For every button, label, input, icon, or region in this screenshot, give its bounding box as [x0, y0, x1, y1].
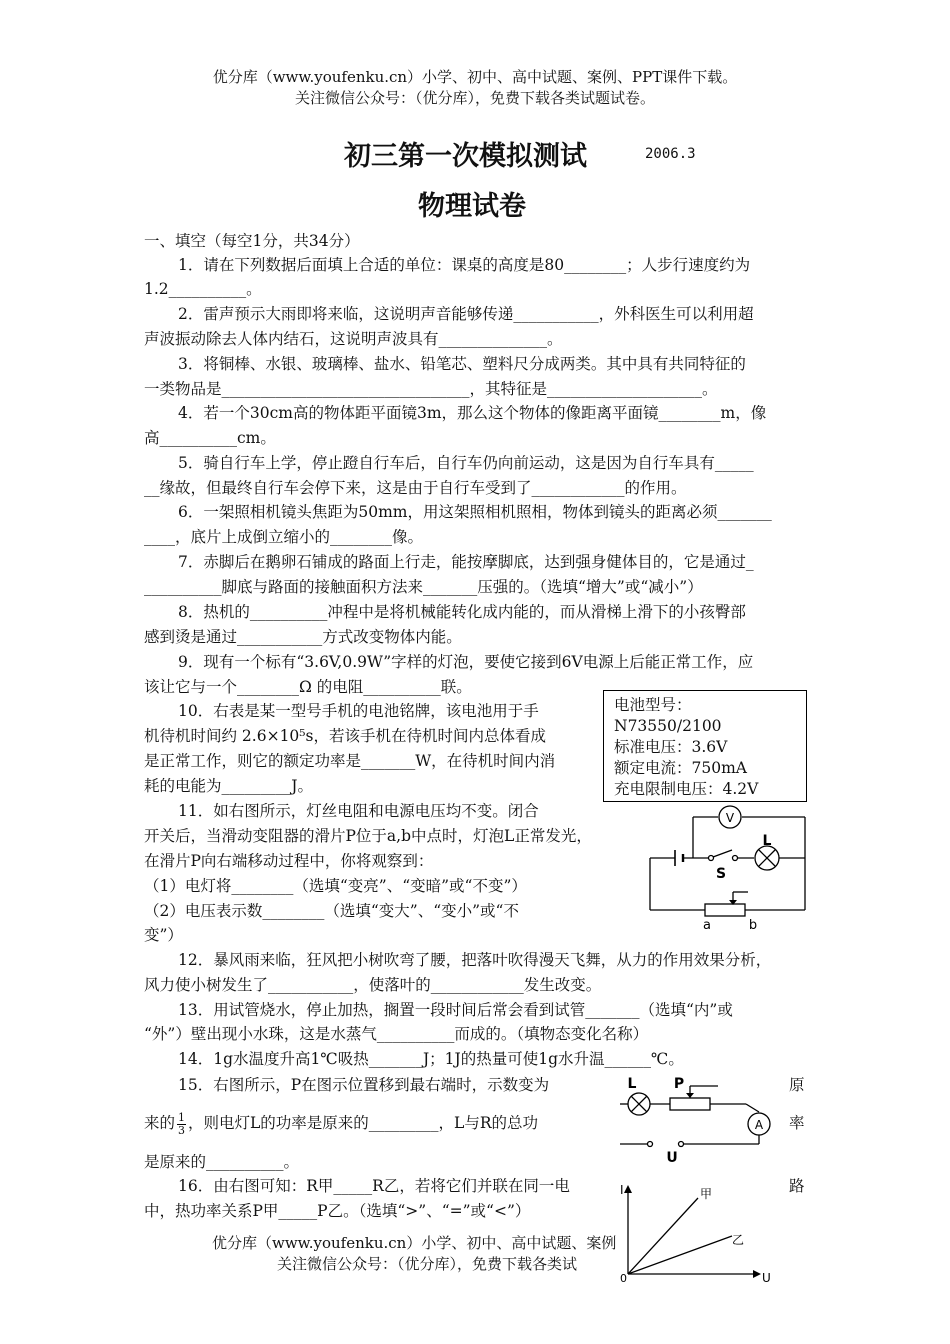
rheostat-icon	[705, 904, 745, 916]
q12-line-1: 12．暴风雨来临，狂风把小树吹弯了腰，把落叶吹得漫天飞舞，从力的作用效果分析，	[178, 951, 772, 969]
y-axis-label: I	[620, 1183, 624, 1197]
q4-line-1: 4．若一个30cm高的物体距平面镜3m，那么这个物体的像距离平面镜________m，像	[178, 404, 767, 422]
q1-line-2: 1.2__________。	[144, 280, 262, 298]
q15-line-1-end: 原	[789, 1076, 805, 1094]
q8-line-1: 8．热机的__________冲程中是将机械能转化成内能的，而从滑梯上滑下的小孩臀部	[178, 603, 746, 621]
x-axis-label: U	[762, 1271, 771, 1285]
q6-line-2: ____，底片上成倒立缩小的________像。	[144, 528, 424, 546]
q15-line-2-rest: ，则电灯L的功率是原来的_________，L与R的总功	[188, 1114, 539, 1132]
q2-line-2: 声波振动除去人体内结石，这说明声波具有______________。	[144, 330, 563, 348]
origin-label: 0	[620, 1272, 627, 1285]
q5-line-1: 5．骑自行车上学，停止蹬自行车后，自行车仍向前运动，这是因为自行车具有_____	[178, 454, 754, 472]
q12-line-2: 风力使小树发生了___________，使落叶的____________发生改变。	[144, 976, 602, 994]
site-header-line-1: 优分库（www.youfenku.cn）小学、初中、高中试题、案例、PPT课件下载。	[212, 68, 738, 86]
q4-line-2: 高__________cm。	[144, 429, 276, 447]
rheostat-icon-2	[670, 1098, 710, 1110]
slider-label: P	[673, 1076, 685, 1092]
q10-line-3: 是正常工作，则它的额定功率是_______W，在待机时间内消	[144, 752, 556, 770]
rheostat-end-a: a	[703, 918, 711, 932]
q15-line-3: 是原来的__________。	[144, 1153, 300, 1171]
q10-line-1: 10．右表是某一型号手机的电池铭牌，该电池用于手	[178, 702, 539, 720]
q11-line-3: 在滑片P向右端移动过程中，你将观察到：	[144, 852, 434, 870]
q14-line-1: 14．1g水温度升高1℃吸热_______J；1J的热量可使1g水升温______℃。	[178, 1050, 684, 1068]
site-footer-line-2: 关注微信公众号：（优分库），免费下载各类试	[277, 1255, 578, 1273]
battery-current: 额定电流：750mA	[614, 759, 747, 777]
page-title: 初三第一次模拟测试	[344, 141, 587, 172]
page-subtitle: 物理试卷	[418, 191, 526, 222]
battery-voltage: 标准电压：3.6V	[614, 738, 728, 756]
section-heading: 一、填空（每空1分，共34分）	[144, 232, 360, 250]
q16-line-1-end: 路	[789, 1177, 805, 1195]
graph-line-jia	[628, 1198, 698, 1274]
ammeter-label: A	[754, 1118, 764, 1132]
battery-label-table	[603, 690, 807, 802]
q16-line-2: 中，热功率关系P甲_____P乙。（选填“>”、“=”或“<”）	[144, 1202, 531, 1220]
voltmeter-label: V	[725, 811, 735, 825]
line-jia-label: 甲	[700, 1187, 713, 1201]
q11-line-5: （2）电压表示数________（选填“变大”、“变小”或“不	[144, 902, 519, 920]
source-label: U	[666, 1150, 678, 1166]
switch-label: S	[715, 866, 727, 882]
q7-line-1: 7．赤脚后在鹅卵石铺成的路面上行走，能按摩脚底，达到强身健体目的，它是通过_	[178, 553, 754, 571]
circuit-diagram-2	[620, 1072, 780, 1167]
q13-line-1: 13．用试管烧水，停止加热，搁置一段时间后常会看到试管_______（选填“内”或	[178, 1001, 733, 1019]
iu-graph	[616, 1182, 776, 1288]
q3-line-1: 3．将铜棒、水银、玻璃棒、盐水、铅笔芯、塑料尺分成两类。其中具有共同特征的	[178, 355, 746, 373]
q5-line-2: __缘故，但最终自行车会停下来，这是由于自行车受到了____________的作用。	[144, 479, 687, 497]
graph-line-yi	[628, 1236, 732, 1274]
exam-date: 2006.3	[645, 146, 696, 162]
lamp-label-2: L	[627, 1076, 637, 1092]
circuit-diagram-1	[640, 802, 810, 932]
fraction-one-third: $\frac{1}{3}$	[178, 1110, 186, 1137]
site-footer-line-1: 优分库（www.youfenku.cn）小学、初中、高中试题、案例	[212, 1234, 617, 1252]
q11-line-1: 11．如右图所示，灯丝电阻和电源电压均不变。闭合	[178, 802, 539, 820]
q9-line-2: 该让它与一个________Ω 的电阻__________联。	[144, 678, 472, 696]
q2-line-1: 2．雷声预示大雨即将来临，这说明声音能够传递___________，外科医生可以利用超	[178, 305, 754, 323]
q11-line-4: （1）电灯将________（选填“变亮”、“变暗”或“不变”）	[144, 877, 527, 895]
q15-line-1: 15．右图所示，P在图示位置移到最右端时，示数变为	[178, 1076, 550, 1094]
q13-line-2: “外”）壁出现小水珠，这是水蒸气__________而成的。（填物态变化名称）	[144, 1025, 649, 1043]
battery-model: 电池型号：N73550/2100	[614, 696, 722, 735]
battery-charge-limit: 充电限制电压：4.2V	[614, 780, 759, 798]
q8-line-2: 感到烫是通过___________方式改变物体内能。	[144, 628, 462, 646]
q10-line-4: 耗的电能为_________J。	[144, 777, 313, 795]
line-yi-label: 乙	[732, 1233, 745, 1247]
q10-line-2: 机待机时间约 2.6×10⁵s，若该手机在待机时间内总体看成	[144, 727, 546, 745]
q1-line-1: 1．请在下列数据后面填上合适的单位：课桌的高度是80________；人步行速度约为	[178, 256, 751, 274]
q11-line-2: 开关后，当滑动变阻器的滑片P位于a,b中点时，灯泡L正常发光，	[144, 827, 592, 845]
q16-line-1: 16．由右图可知：R甲_____R乙，若将它们并联在同一电	[178, 1177, 570, 1195]
rheostat-end-b: b	[748, 918, 758, 932]
q3-line-2: 一类物品是________________________________，其特征是____________________。	[144, 380, 718, 398]
lamp-label: L	[762, 833, 772, 849]
q15-line-2	[144, 1111, 538, 1137]
q9-line-1: 9．现有一个标有“3.6V,0.9W”字样的灯泡，要使它接到6V电源上后能正常工作，应	[178, 653, 754, 671]
q11-line-6: 变”）	[144, 926, 183, 944]
q6-line-1: 6．一架照相机镜头焦距为50mm，用这架照相机照相，物体到镜头的距离必须_______	[178, 503, 772, 521]
q7-line-2: __________脚底与路面的接触面积方法来_______压强的。（选填“增大”或“减小”）	[144, 578, 703, 596]
site-header-line-2: 关注微信公众号：（优分库），免费下载各类试题试卷。	[294, 89, 655, 107]
q15-line-2-start: 来的	[144, 1114, 176, 1132]
q15-line-2-end: 率	[789, 1114, 805, 1132]
